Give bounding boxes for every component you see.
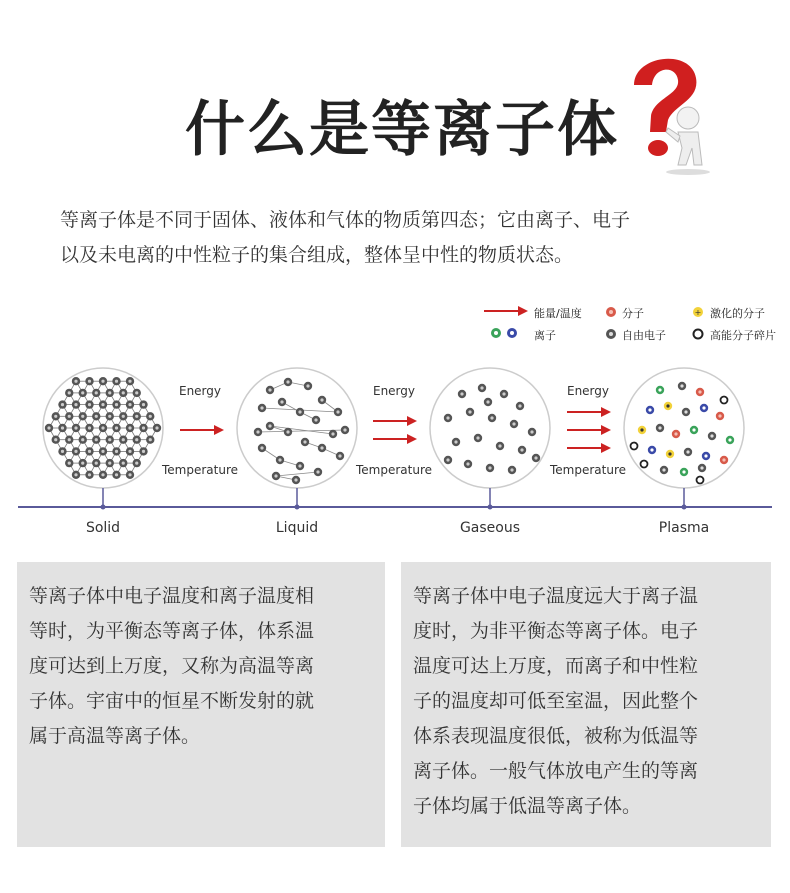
particle (631, 443, 638, 450)
legend-arrow-icon (484, 305, 530, 317)
box-line: 离子体。一般气体放电产生的等离 (413, 760, 699, 782)
intro-line: 等离子体是不同于固体、液体和气体的物质第四态；它由离子、电子 (60, 209, 631, 231)
energy-label: Energy (372, 384, 416, 398)
state-label-gaseous: Gaseous (459, 520, 521, 536)
equilibrium-plasma-box (17, 562, 385, 847)
particle (721, 397, 728, 404)
free-electron-icon (605, 328, 617, 340)
page-title: 什么是等离子体 (185, 95, 619, 165)
intro-paragraph (60, 203, 750, 273)
energy-label: Energy (566, 384, 610, 398)
intro-line: 以及未电离的中性粒子的集合组成，整体呈中性的物质状态。 (60, 244, 574, 266)
box-line: 度时，为非平衡态等离子体。电子 (413, 620, 699, 642)
liquid-circle (237, 368, 357, 488)
molecule-icon (605, 306, 617, 318)
state-label-liquid: Liquid (275, 520, 319, 536)
excited-molecule-icon (692, 306, 704, 318)
box-line: 子体均属于低温等离子体。 (413, 795, 642, 817)
state-label-solid: Solid (85, 520, 121, 536)
temperature-label: Temperature (549, 463, 627, 477)
legend-molecule: 分子 (622, 307, 644, 320)
ion-icon (490, 327, 520, 339)
state-label-plasma: Plasma (658, 520, 710, 536)
box-line: 度可达到上万度，又称为高温等离 (29, 655, 315, 677)
states-diagram (0, 360, 790, 550)
legend-fragment: 高能分子碎片 (710, 329, 776, 342)
box-line: 等离子体中电子温度和离子温度相 (29, 585, 315, 607)
temperature-label: Temperature (355, 463, 433, 477)
box-line: 属于高温等离子体。 (29, 725, 201, 747)
energy-label: Energy (178, 384, 222, 398)
legend-ion: 离子 (534, 329, 556, 342)
particle (641, 461, 648, 468)
box-line: 温度可达上万度，而离子和中性粒 (413, 655, 699, 677)
box-line: 体系表现温度很低，被称为低温等 (413, 725, 699, 747)
question-figure-icon (596, 40, 736, 180)
non-equilibrium-plasma-box (401, 562, 771, 847)
legend-free-electron: 自由电子 (622, 329, 666, 342)
legend-excited-molecule: 激化的分子 (710, 307, 765, 320)
box-line: 子体。宇宙中的恒星不断发射的就 (29, 690, 315, 712)
temperature-label: Temperature (161, 463, 239, 477)
legend-energy-temp: 能量/温度 (534, 307, 582, 320)
svg-text:+: + (694, 308, 702, 317)
fragment-icon (692, 328, 704, 340)
box-line: 等离子体中电子温度远大于离子温 (413, 585, 699, 607)
particle (697, 477, 704, 484)
box-line: 子的温度却可低至室温，因此整个 (413, 690, 699, 712)
box-line: 等时，为平衡态等离子体，体系温 (29, 620, 315, 642)
